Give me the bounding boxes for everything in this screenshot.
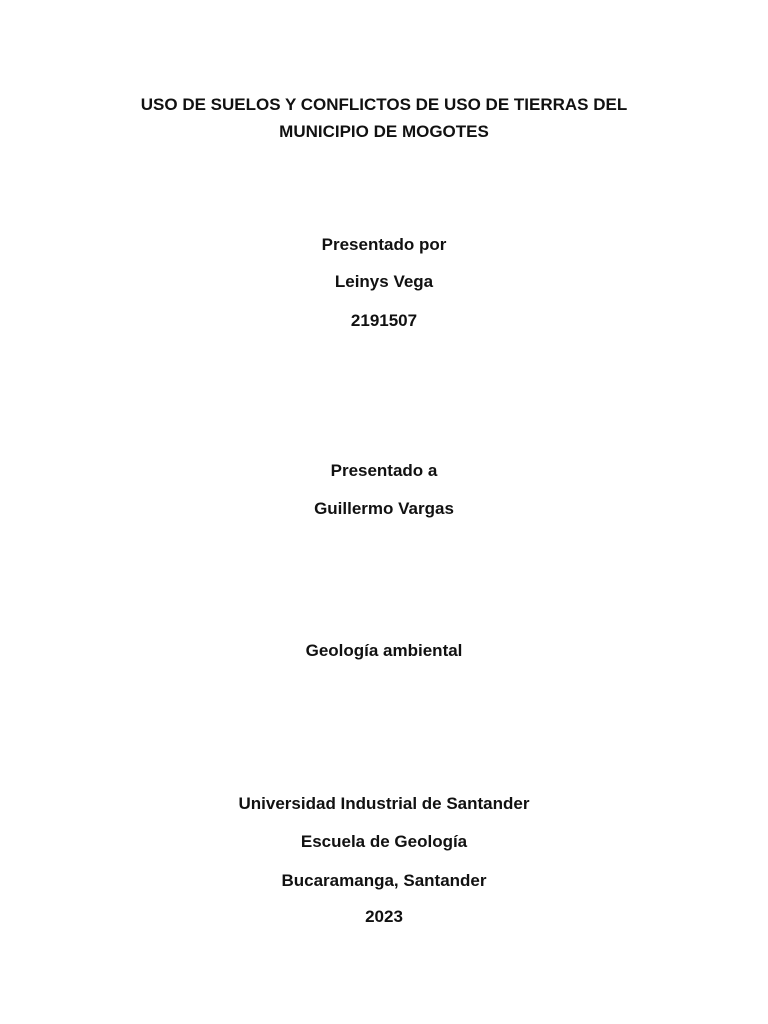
school-name: Escuela de Geología: [300, 832, 468, 851]
author-name: Leinys Vega: [334, 272, 434, 291]
title-line-2: MUNICIPIO DE MOGOTES: [279, 122, 489, 141]
year: 2023: [365, 907, 403, 926]
course-name: Geología ambiental: [305, 641, 463, 660]
student-id: 2191507: [350, 311, 418, 330]
presented-by-label: Presentado por: [321, 235, 447, 254]
city-name: Bucaramanga, Santander: [281, 871, 487, 890]
presented-to-label: Presentado a: [330, 461, 438, 480]
recipient-name: Guillermo Vargas: [314, 499, 454, 518]
title-line-1: USO DE SUELOS Y CONFLICTOS DE USO DE TIERRAS DEL: [140, 95, 628, 114]
university-name: Universidad Industrial de Santander: [238, 794, 530, 813]
